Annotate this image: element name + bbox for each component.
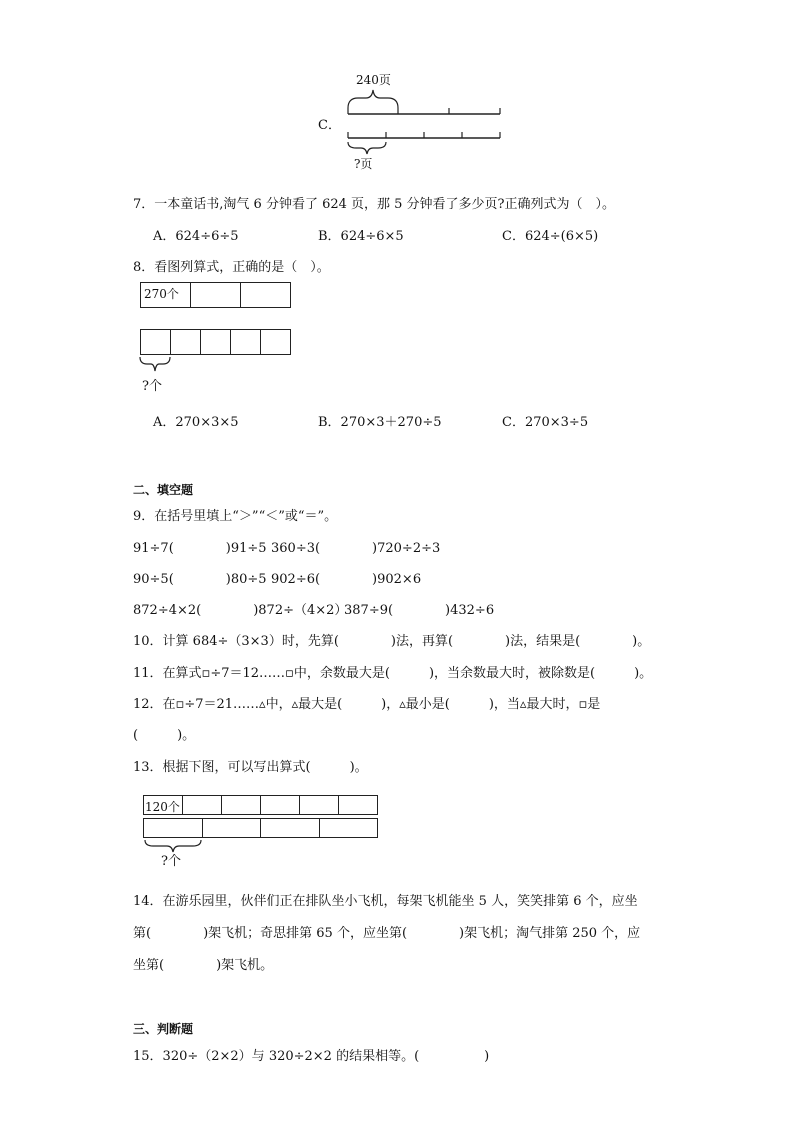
q8-bottom-box [200, 329, 231, 355]
q8-bottom-box [260, 329, 291, 355]
q13-top-box [143, 795, 183, 815]
q15-text: 15．320÷（2×2）与 320÷2×2 的结果相等。( ) [133, 1049, 490, 1064]
q9-item: 90÷5( )80÷5 [133, 572, 267, 587]
q13-top-box [221, 795, 261, 815]
q7-option-c[interactable]: C．624÷(6×5) [502, 229, 599, 244]
q7-option-b[interactable]: B．624÷6×5 [318, 229, 404, 244]
q8-bottom-box [140, 329, 171, 355]
q12-text-line1: 12．在▫÷7＝21……▵中，▵最大是( )，▵最小是( )，当▵最大时，▫是 [133, 697, 601, 712]
q8-top-box [240, 282, 291, 308]
q13-top-box [338, 795, 378, 815]
q12-text-line2: ( )。 [133, 728, 196, 743]
q13-top-box [260, 795, 300, 815]
q6-option-c-label: C． [318, 118, 341, 133]
q8-option-b[interactable]: B．270×3＋270÷5 [318, 415, 442, 430]
q9-stem: 9．在括号里填上“＞”“＜”或“＝”。 [133, 509, 338, 524]
q8-top-box [190, 282, 241, 308]
q13-brace-label: ?个 [161, 854, 181, 869]
q14-text-line1: 14．在游乐园里，伙伴们正在排队坐小飞机，每架飞机能坐 5 人，笑笑排第 6 个，应坐 [133, 894, 638, 909]
q11-text: 11．在算式▫÷7＝12……▫中，余数最大是( )，当余数最大时，被除数是( )。 [133, 666, 653, 681]
q9-item: 91÷7( )91÷5 [133, 541, 267, 556]
q9-item: 387÷9( )432÷6 [344, 603, 495, 618]
q8-bottom-box [230, 329, 261, 355]
q8-box-label: 270个 [144, 287, 179, 301]
q8-top-box [140, 282, 191, 308]
q8-brace-label: ?个 [142, 379, 162, 394]
q9-item: 902÷6( )902×6 [271, 572, 422, 587]
q7-stem: 7．一本童话书,淘气 6 分钟看了 624 页，那 5 分钟看了多少页?正确列式为（ ）。 [133, 197, 616, 212]
q6-bottom-label: ?页 [354, 157, 373, 171]
q13-bottom-box [319, 818, 378, 838]
q6-segment-diagram [340, 68, 510, 174]
q9-item: 872÷4×2( )872÷（4×2） [133, 603, 348, 618]
section-3-title: 三、判断题 [133, 1022, 194, 1036]
q13-bottom-box [202, 818, 261, 838]
q13-bottom-box [143, 818, 203, 838]
q14-text-line3: 坐第( )架飞机。 [133, 958, 274, 973]
q14-text-line2: 第( )架飞机；奇思排第 65 个，应坐第( )架飞机；淘气排第 250 个，应 [133, 926, 641, 941]
q13-stem: 13．根据下图，可以写出算式( )。 [133, 760, 368, 775]
q13-bottom-box [260, 818, 320, 838]
q6-top-brace [348, 90, 398, 108]
q9-item: 360÷3( )720÷2÷3 [271, 541, 441, 556]
q13-top-box [299, 795, 339, 815]
q8-stem: 8．看图列算式，正确的是（ ）。 [133, 260, 330, 275]
q6-bottom-brace [348, 142, 386, 154]
q7-option-a[interactable]: A．624÷6÷5 [153, 229, 239, 244]
q13-box-label: 120个 [145, 800, 180, 814]
q8-option-c[interactable]: C．270×3÷5 [502, 415, 589, 430]
q13-top-box [182, 795, 222, 815]
section-2-title: 二、填空题 [133, 483, 194, 497]
q8-brace [138, 355, 178, 375]
q6-top-label: 240页 [356, 73, 391, 87]
q8-bottom-box [170, 329, 201, 355]
q10-text: 10．计算 684÷（3×3）时，先算( )法，再算( )法，结果是( )。 [133, 634, 651, 649]
q8-option-a[interactable]: A．270×3×5 [153, 415, 239, 430]
